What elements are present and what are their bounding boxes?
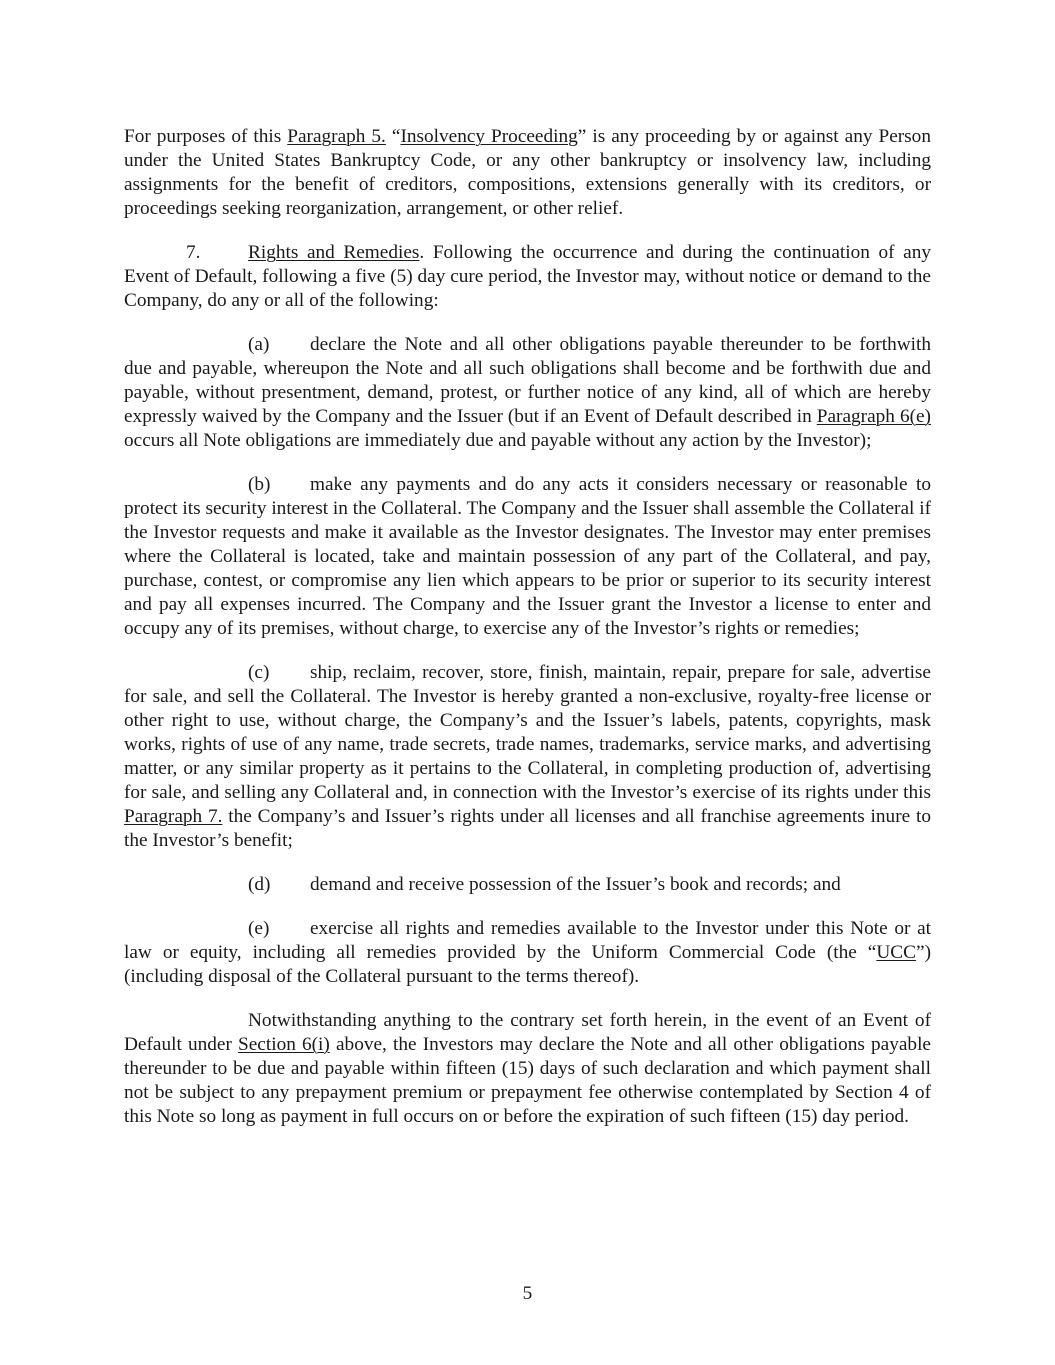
clause-e (124, 917, 931, 989)
clause-a-label: (a) (248, 334, 270, 355)
clause-a-text-1: declare the Note and all other obligations payable thereunder to be forthwith due and payable, whereupon the Note and all such obligations shall become and be forthwith due and payable, without presentment, demand, protest, or further notice of any kind, all of which are hereby expressly waived by the Company and the Issuer (but if an Event of Default described in (124, 334, 931, 427)
ucc-term: UCC (876, 942, 917, 963)
paragraph-7-reference: Paragraph 7. (124, 806, 223, 827)
insolvency-proceeding-term: Insolvency Proceeding (400, 126, 578, 147)
notwithstanding-paragraph (124, 1009, 931, 1129)
section-7-paragraph (124, 241, 931, 313)
clause-b (124, 473, 931, 641)
insolvency-text-2: “ (385, 126, 401, 147)
clause-c-label: (c) (248, 662, 270, 683)
section-7-heading: Rights and Remedies (248, 242, 420, 263)
clause-b-label: (b) (248, 474, 271, 495)
clause-e-text-1: exercise all rights and remedies available to the Investor under this Note or at law or equity, including all remedies provided by the Uniform Commercial Code (the “ (124, 918, 931, 963)
section-7-text: . Following the occurrence and during the continuation of any Event of Default, following a five (5) day cure period, the Investor may, without notice or demand to the Company, do any or all of the following: (124, 242, 931, 311)
clause-c-text-1: ship, reclaim, recover, store, finish, maintain, repair, prepare for sale, advertise for sale, and sell the Collateral. The Investor is hereby granted a non-exclusive, royalty-free license or other right to use, without charge, the Company’s and the Issuer’s labels, patents, copyrights, mask works, rights of use of any name, trade secrets, trade names, trademarks, service marks, and advertising matter, or any similar property as it pertains to the Collateral, in completing production of, advertising for sale, and selling any Collateral and, in connection with the Investor’s exercise of its rights under this (124, 662, 931, 803)
section-7-number: 7. (186, 242, 201, 263)
clause-d (124, 873, 931, 897)
insolvency-definition-paragraph (124, 125, 931, 221)
notwithstanding-text-1: Notwithstanding anything to the contrary set forth herein, in the event of an Event of Default under (124, 1010, 931, 1055)
paragraph-6e-reference: Paragraph 6(e) (816, 406, 931, 427)
paragraph-5-reference: Paragraph 5. (287, 126, 386, 147)
clause-e-label: (e) (248, 918, 270, 939)
section-6i-reference: Section 6(i) (238, 1034, 330, 1055)
document-body (124, 125, 931, 1149)
insolvency-text-3: ” is any proceeding by or against any Person under the United States Bankruptcy Code, or any other bankruptcy or insolvency law, including assignments for the benefit of creditors, compositions, extensions generally with its creditors, or proceedings seeking reorganization, arrangement, or other relief. (124, 126, 931, 219)
clause-a (124, 333, 931, 453)
clause-a-text-2: occurs all Note obligations are immediately due and payable without any action by the Investor); (124, 430, 872, 451)
clause-d-label: (d) (248, 874, 271, 895)
clause-c-text-2: the Company’s and Issuer’s rights under all licenses and all franchise agreements inure to the Investor’s benefit; (124, 806, 931, 851)
page-number: 5 (522, 1283, 533, 1304)
clause-b-text: make any payments and do any acts it considers necessary or reasonable to protect its security interest in the Collateral. The Company and the Issuer shall assemble the Collateral if the Investor requests and make it available as the Investor designates. The Investor may enter premises where the Collateral is located, take and maintain possession of any part of the Collateral, and pay, purchase, contest, or compromise any lien which appears to be prior or superior to its security interest and pay all expenses incurred. The Company and the Issuer grant the Investor a license to enter and occupy any of its premises, without charge, to exercise any of the Investor’s rights or remedies; (124, 474, 931, 639)
insolvency-text-1: For purposes of this (124, 126, 288, 147)
clause-d-text: demand and receive possession of the Issuer’s book and records; and (310, 874, 841, 895)
clause-c (124, 661, 931, 853)
clause-e-text-2: ”) (including disposal of the Collateral pursuant to the terms thereof). (124, 942, 931, 987)
notwithstanding-text-2: above, the Investors may declare the Note and all other obligations payable thereunder to be due and payable within fifteen (15) days of such declaration and which payment shall not be subject to any prepayment premium or prepayment fee otherwise contemplated by Section 4 of this Note so long as payment in full occurs on or before the expiration of such fifteen (15) day period. (124, 1034, 931, 1127)
